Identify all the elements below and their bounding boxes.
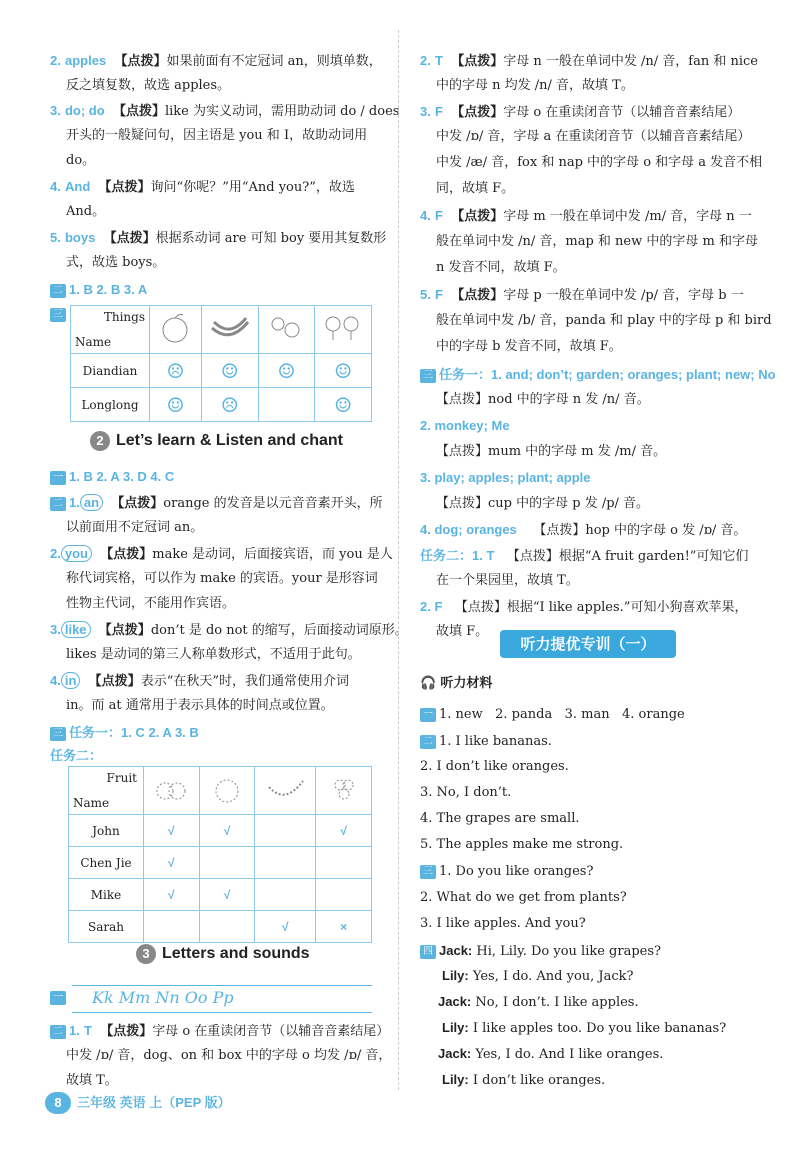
dialog-line: 四 Jack: Hi, Lily. Do you like grapes? [420,942,661,961]
r-item-5-line2: 般在单词中发 /b/ 音，panda 和 play 中的字母 p 和 bird [436,313,772,328]
r-task-2-1: 任务二：1. T 【点拨】根据“A fruit garden!”可知它们 [420,548,749,564]
r-item-2-line1: 2. T 【点拨】字母 n 一般在单词中发 /n/ 音，fan 和 nice [420,53,758,69]
banana-image-icon [201,306,258,354]
section-2-answers: 二 1. B 2. B 3. A [50,281,147,300]
row-name: Longlong [71,388,150,422]
flower-image-icon [258,306,315,354]
table-row: Chen Jie √ [69,847,372,879]
item-3-line2: 开头的一般疑问句，因主语是 you 和 I，故助动词用 [66,128,368,143]
section-icon: 三 [50,308,66,322]
list-item: 二 1. I like bananas. [420,733,552,751]
lesson-2-heading: 2 Let’s learn & Listen and chant [90,431,343,451]
table-corner: Things Name [71,306,150,354]
fruit-image-icon [150,306,202,354]
item-3-line3: do。 [66,153,96,168]
list-item: 2. What do we get from plants? [420,890,627,905]
list-item: 4. The grapes are small. [420,811,580,826]
list-item: 3. I like apples. And you? [420,916,586,931]
dialog-line: Jack: Yes, I do. And I like oranges. [438,1046,664,1062]
section-icon: 二 [50,284,66,298]
r-item-5-line3: 中的字母 b 发音不同，故填 F。 [436,339,622,354]
orange-image-icon [144,767,200,815]
r-item-3-line2: 中发 /ɒ/ 音，字母 a 在重读闭音节（以辅音音素结尾） [436,129,751,144]
mid-item-1-line2: 以前面用不定冠词 an。 [66,520,204,535]
r-task-2-1-tip2: 在一个果园里，故填 T。 [436,573,579,588]
item-4-line1: 4. And 【点拨】询问“你呢？”用“And you?”，故选 [50,179,355,195]
section-1-answers: 一 1. B 2. A 3. D 4. C [50,468,174,487]
item-5-line1: 5. boys 【点拨】根据系动词 are 可知 boy 要用其复数形 [50,230,387,246]
r-task-1-3-tip: 【点拨】cup 中的字母 p 发 /p/ 音。 [436,496,650,511]
footer-text: 三年级 英语 上（PEP 版） [77,1095,231,1110]
column-divider [398,30,399,1090]
item-2-line2: 反之填复数，故选 apples。 [66,78,231,93]
table-row [71,388,372,422]
face-icon [258,388,315,422]
mid-item-3-line2: likes 是动词的第三人称单数形式，不适用于此句。 [66,647,361,662]
item-3-line1: 3. do; do 【点拨】like 为实义动词，需用助动词 do / does [50,103,400,119]
task-1-answers: 三 任务一：1. C 2. A 3. B [50,724,199,743]
handwriting-lines [72,985,372,1013]
mid-item-4-line1: 4. in 【点拨】表示“在秋天”时，我们通常使用介词 [50,673,349,689]
mid-item-2-line3: 性物主代词，不能用作宾语。 [66,596,236,611]
handwriting-text: Kk Mm Nn Oo Pp [92,988,234,1007]
face-icon: ☺ [315,354,372,388]
list-item: 5. The apples make me strong. [420,837,624,852]
headphones-icon: 🎧 [420,676,437,691]
face-icon: ☺ [150,388,202,422]
r-item-4-line2: 般在单词中发 /n/ 音，map 和 new 中的字母 m 和字母 [436,234,758,249]
r-task-1-2: 2. monkey; Me [420,418,510,433]
bottom-item-1-line1: 二 1. T 【点拨】字母 o 在重读闭音节（以辅音音素结尾） [50,1022,389,1041]
face-icon: ☺ [258,354,315,388]
list-item: 2. I don’t like oranges. [420,759,569,774]
r-item-3-line3: 中发 /æ/ 音，fox 和 nap 中的字母 o 和字母 a 发音不相 [436,155,763,170]
table-row: Mike √ √ [69,879,372,911]
page-number: 8 [45,1092,71,1114]
face-icon: ☹ [201,388,258,422]
r-task-1-2-tip: 【点拨】mum 中的字母 m 发 /m/ 音。 [436,444,667,459]
dialog-line: Lily: Yes, I do. And you, Jack? [442,968,634,984]
face-icon: ☹ [150,354,202,388]
listening-section-1: 一 1. new 2. panda 3. man 4. orange [420,706,685,724]
dialog-line: Jack: No, I don’t. I like apples. [438,994,639,1010]
r-task-1-3: 3. play; apples; plant; apple [420,470,591,485]
item-5-line2: 式，故选 boys。 [66,255,166,270]
section-icon: 一 [50,471,66,485]
r-task-2-2-tip2: 故填 F。 [436,624,489,639]
task-2-label: 任务二： [50,748,103,763]
trees-image-icon [315,306,372,354]
lesson-3-heading: 3 Letters and sounds [136,944,310,964]
list-item: 三 1. Do you like oranges? [420,863,593,881]
mid-item-2-line2: 称代词宾格，可以作为 make 的宾语。your 是形容词 [66,571,378,586]
bottom-item-1-line2: 中发 /ɒ/ 音，dog、on 和 box 中的字母 o 均发 /ɒ/ 音， [66,1048,392,1063]
r-item-3-line4: 同，故填 F。 [436,181,515,196]
face-icon: ☺ [201,354,258,388]
banana-image-icon [255,767,316,815]
item-4-line2: And。 [66,204,106,219]
row-name: Diandian [71,354,150,388]
apple-image-icon [199,767,255,815]
list-item: 3. No, I don’t. [420,785,512,800]
r-task-1: 三 任务一：1. and; don’t; garden; oranges; plant; new; No [420,366,776,385]
table-corner: Fruit Name [69,767,144,815]
r-item-4-line3: n 发音不同，故填 F。 [436,260,566,275]
listening-title: 🎧 听力材料 [420,675,493,691]
mid-item-1-line1: 二 1. an 【点拨】orange 的发音是以元音音素开头，所 [50,494,383,513]
page-footer [45,1092,231,1114]
table-row: John √ √ √ [69,815,372,847]
section-icon: 三 [50,727,66,741]
grapes-image-icon [316,767,372,815]
table-row: Sarah √ × [69,911,372,943]
dialog-line: Lily: I don’t like oranges. [442,1072,606,1088]
table-row [71,354,372,388]
things-table [70,305,372,422]
mid-item-4-line2: in。而 at 通常用于表示具体的时间点或位置。 [66,698,334,713]
face-icon: ☺ [315,388,372,422]
section-icon: 一 [50,991,66,1005]
bottom-item-1-line3: 故填 T。 [66,1073,118,1088]
item-2-line1: 2. apples 【点拨】如果前面有不定冠词 an，则填单数， [50,53,382,69]
mid-item-3-line1: 3. like 【点拨】don’t 是 do not 的缩写，后面接动词原形。 [50,622,408,638]
listening-banner: 听力提优专训（一） [500,630,676,658]
r-item-3-line1: 3. F 【点拨】字母 o 在重读闭音节（以辅音音素结尾） [420,104,741,120]
r-task-2-2: 2. F 【点拨】根据“I like apples.”可知小狗喜欢苹果， [420,599,748,615]
fruit-table [68,766,372,943]
r-task-1-4: 4. dog; oranges 【点拨】hop 中的字母 o 发 /ɒ/ 音。 [420,522,747,538]
r-task-1-tip: 【点拨】nod 中的字母 n 发 /n/ 音。 [436,392,650,407]
dialog-line: Lily: I like apples too. Do you like bananas? [442,1020,727,1036]
mid-item-2-line1: 2. you 【点拨】make 是动词，后面接宾语，而 you 是人 [50,546,393,562]
r-item-4-line1: 4. F 【点拨】字母 m 一般在单词中发 /m/ 音，字母 n 一 [420,208,752,224]
r-item-2-line2: 中的字母 n 均发 /n/ 音，故填 T。 [436,78,634,93]
r-item-5-line1: 5. F 【点拨】字母 p 一般在单词中发 /p/ 音，字母 b 一 [420,287,744,303]
